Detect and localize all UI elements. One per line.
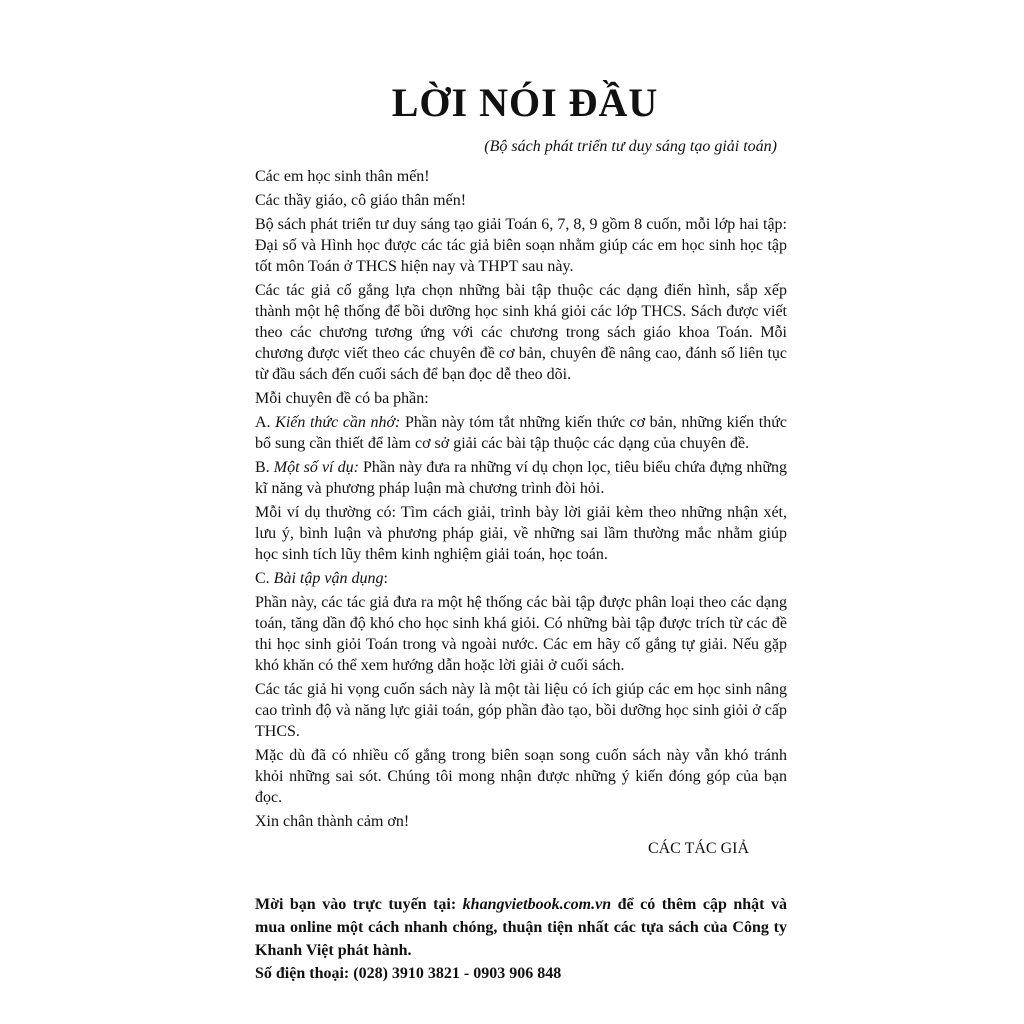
part-c-prefix: C. [255, 570, 274, 587]
closing-thanks: Xin chân thành cảm ơn! [255, 813, 410, 830]
part-c-title: Bài tập vận dụng [273, 570, 384, 587]
part-a-prefix: A. [255, 414, 276, 431]
signature: CÁC TÁC GIẢ [647, 840, 749, 857]
greeting-teachers: Các thầy giáo, cô giáo thân mến! [255, 192, 467, 209]
part-a-text: Phần này tóm tắt những kiến thức cơ bản, những kiến thức bổ sung cần thiết để làm cơ sở giải các bài tập thuộc các dạng của chuyên đề. [255, 414, 787, 452]
footer-prefix: Mời bạn vào trực tuyến tại: [255, 896, 463, 913]
paragraph-three-parts: Mỗi chuyên đề có ba phần: [255, 390, 429, 407]
part-b-prefix: B. [255, 459, 274, 476]
page-title: LỜI NÓI ĐẦU [391, 80, 659, 125]
body-text [255, 166, 787, 832]
paragraph-part-b [255, 457, 787, 499]
part-c-suffix: : [383, 570, 388, 587]
footer-suffix: để có thêm cập nhật và mua online một cách nhanh chóng, thuận tiện nhất các tựa sách của Công ty Khanh Việt phát hành. [255, 896, 787, 959]
page-subtitle: (Bộ sách phát triển tư duy sáng tạo giải toán) [484, 138, 777, 155]
part-b-text: Phần này đưa ra những ví dụ chọn lọc, tiêu biểu chứa đựng những kĩ năng và phương pháp luận mà chương trình đòi hỏi. [255, 459, 788, 497]
footer-promo [255, 893, 787, 962]
part-b-title: Một số ví dụ: [273, 459, 359, 476]
paragraph-selection: Các tác giả cố gắng lựa chọn những bài tập thuộc các dạng điển hình, sắp xếp thành một hệ thống để bồi dưỡng học sinh khá giỏi các lớp THCS. Sách được viết theo các chương tương ứng với các chương trong sách giáo khoa Toán. Mỗi chương được viết theo các chuyên đề cơ bản, chuyên đề nâng cao, đánh số liên tục từ đầu sách đến cuối sách để bạn đọc dễ theo dõi. [255, 282, 787, 383]
paragraph-part-a [255, 412, 787, 454]
paragraph-exercises: Phần này, các tác giả đưa ra một hệ thống các bài tập được phân loại theo các dạng toán, tăng dần độ khó cho học sinh khá giỏi. Có những bài tập được trích từ các đề thi học sinh giỏi Toán trong và ngoài nước. Các em hãy cố gắng tự giải. Nếu gặp khó khăn có thể xem hướng dẫn hoặc lời giải ở cuối sách. [255, 594, 787, 674]
footer-phone: Số điện thoại: (028) 3910 3821 - 0903 906 848 [255, 965, 562, 982]
document-page [255, 80, 787, 985]
part-a-title: Kiến thức cần nhớ: [275, 414, 401, 431]
paragraph-intro: Bộ sách phát triển tư duy sáng tạo giải Toán 6, 7, 8, 9 gồm 8 cuốn, mỗi lớp hai tập: Đại số và Hình học được các tác giả biên soạn nhằm giúp các em học sinh học tập tốt môn Toán ở THCS hiện nay và THPT sau này. [255, 216, 787, 275]
paragraph-feedback: Mặc dù đã có nhiều cố gắng trong biên soạn song cuốn sách này vẫn khó tránh khỏi những sai sót. Chúng tôi mong nhận được những ý kiến đóng góp của bạn đọc. [255, 747, 787, 806]
paragraph-examples: Mỗi ví dụ thường có: Tìm cách giải, trình bày lời giải kèm theo những nhận xét, lưu ý, bình luận và phương pháp giải, về những sai lầm thường mắc nhằm giúp học sinh tích lũy thêm kinh nghiệm giải toán, học toán. [255, 504, 787, 563]
paragraph-part-c [255, 568, 787, 589]
footer-notice [255, 893, 787, 985]
website-link[interactable]: khangvietbook.com.vn [462, 896, 612, 913]
paragraph-hope: Các tác giả hi vọng cuốn sách này là một tài liệu có ích giúp các em học sinh nâng cao trình độ và năng lực giải toán, góp phần đào tạo, bồi dưỡng học sinh giỏi ở cấp THCS. [255, 681, 787, 740]
greeting-students: Các em học sinh thân mến! [255, 168, 430, 185]
